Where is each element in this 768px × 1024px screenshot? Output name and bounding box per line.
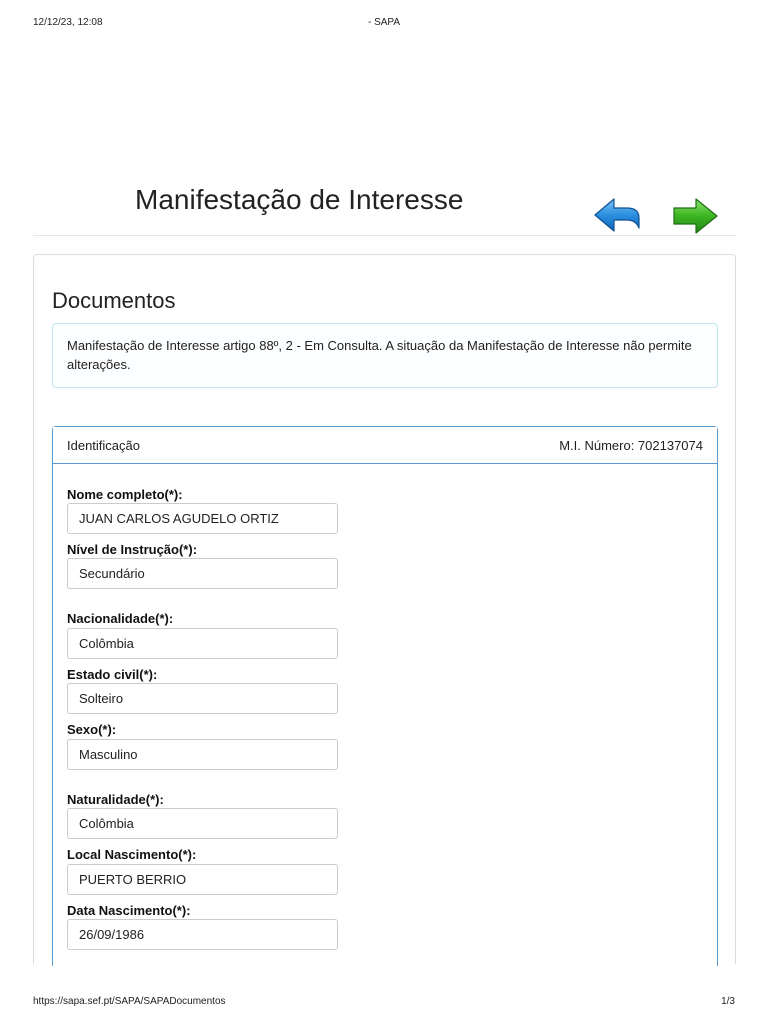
section-title: Documentos xyxy=(52,288,176,313)
birthplace-country-label: Naturalidade(*): xyxy=(67,792,164,807)
full-name-field[interactable]: JUAN CARLOS AGUDELO ORTIZ xyxy=(67,503,338,534)
arrow-right-icon xyxy=(670,196,720,238)
back-button[interactable] xyxy=(592,196,642,238)
forward-button[interactable] xyxy=(670,196,720,238)
nationality-label: Nacionalidade(*): xyxy=(67,611,174,626)
print-document-title: - SAPA xyxy=(367,17,401,28)
birth-date-field[interactable]: 26/09/1986 xyxy=(67,919,338,950)
marital-status-field[interactable]: Solteiro xyxy=(67,683,338,714)
identification-panel xyxy=(52,426,718,966)
full-name-label: Nome completo(*): xyxy=(67,487,183,502)
identification-panel-header xyxy=(53,427,717,464)
birth-location-field[interactable]: PUERTO BERRIO xyxy=(67,864,338,895)
print-page-number: 1/3 xyxy=(721,996,735,1007)
documents-card xyxy=(33,254,736,964)
status-alert: Manifestação de Interesse artigo 88º, 2 - Em Consulta. A situação da Manifestação de Interesse não permite alterações. xyxy=(52,323,718,388)
arrow-left-icon xyxy=(592,196,642,238)
print-datetime: 12/12/23, 12:08 xyxy=(33,17,103,28)
education-level-field[interactable]: Secundário xyxy=(67,558,338,589)
title-divider xyxy=(33,235,736,236)
nationality-field[interactable]: Colômbia xyxy=(67,628,338,659)
mi-number: M.I. Número: 702137074 xyxy=(559,437,703,453)
sex-label: Sexo(*): xyxy=(67,722,117,737)
print-url: https://sapa.sef.pt/SAPA/SAPADocumentos xyxy=(33,996,226,1007)
identification-heading: Identificação xyxy=(67,437,140,453)
birthplace-country-field[interactable]: Colômbia xyxy=(67,808,338,839)
birth-date-label: Data Nascimento(*): xyxy=(67,903,191,918)
sex-field[interactable]: Masculino xyxy=(67,739,338,770)
marital-status-label: Estado civil(*): xyxy=(67,667,158,682)
page-title: Manifestação de Interesse xyxy=(135,184,464,215)
education-level-label: Nível de Instrução(*): xyxy=(67,542,198,557)
birth-location-label: Local Nascimento(*): xyxy=(67,847,197,862)
navigation-arrows xyxy=(592,196,722,240)
